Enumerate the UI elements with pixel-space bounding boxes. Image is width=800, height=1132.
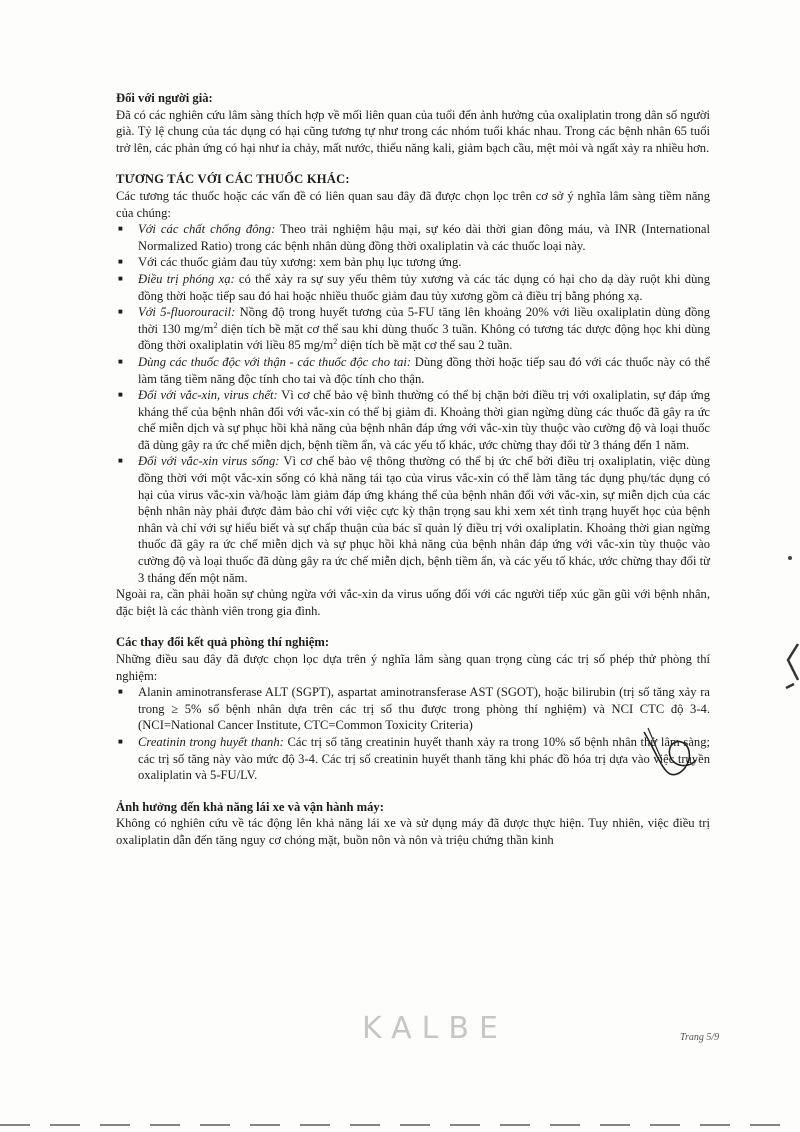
page-bottom-edge	[0, 1124, 800, 1126]
bullet-icon: ■	[118, 456, 123, 466]
interactions-heading: TƯƠNG TÁC VỚI CÁC THUỐC KHÁC:	[116, 172, 350, 187]
item-text: Vì cơ chế bảo vệ thông thường có thể bị ức chế bởi điều trị oxaliplatin, việc dùng đồng thời với một vắc-xin sống có khả năng tái tạo của virus vắc-xin có thể làm tăng tác dụng phụ/tác dụng có hại của virus vắc-xin và/hoặc làm giảm đáp ứng kháng thể của bệnh nhân đối với vắc-xin, sự miễn dịch của các bệnh nhân này phải được đảm bảo chỉ với việc cực kỳ thận trọng sau khi xem xét tình trạng huyết học của bệnh nhân và chỉ với sự hiểu biết và sự chấp thuận của bác sĩ quản lý điều trị với oxaliplatin. Khoảng thời gian ngừng thuốc đã gây ra ức chế miễn dịch và sự phục hồi khả năng của bệnh nhân đáp ứng với vắc-xin tùy thuộc vào cường độ và loại thuốc đã dùng gây ra ức chế miễn dịch, bệnh tiềm ẩn, và các yếu tố khác, ước chừng thay đổi từ 3 tháng đến một năm.	[138, 454, 710, 585]
page-number: Trang 5/9	[680, 1032, 720, 1043]
item-text: Các trị số tăng creatinin huyết thanh xảy ra trong 10% số bệnh nhân thử lâm sàng; các trị số tăng này vào mức độ 3-4. Các trị số creatinin huyết thanh tăng khi phác đồ hóa trị dựa vào việc truyền oxaliplatin và 5-FU/LV.	[138, 734, 710, 783]
interactions-closing: Ngoài ra, cần phải hoãn sự chủng ngừa với vắc-xin da virus uống đối với các người tiếp xúc gần gũi với bệnh nhân, đặc biệt là các thành viên trong gia đình.	[116, 587, 710, 618]
kalbe-watermark: KALBE	[362, 1011, 508, 1046]
scan-mark	[788, 556, 792, 560]
list-item	[116, 734, 710, 784]
bullet-icon: ■	[118, 390, 123, 400]
item-lead: Dùng các thuốc độc với thận - các thuốc độc cho tai:	[138, 354, 412, 369]
item-text: Theo trải nghiệm hậu mại, sự kéo dài thời gian đông máu, và INR (International Normalized Ratio) trong các bệnh nhân dùng đồng thời oxaliplatin và các thuốc loại này.	[138, 222, 710, 253]
item-text: Với các thuốc giảm đau tủy xương: xem bản phụ lục tương ứng.	[138, 255, 462, 270]
bullet-icon: ■	[118, 736, 123, 746]
list-item	[116, 453, 710, 586]
item-lead: Đối với vắc-xin, virus chết:	[138, 388, 278, 403]
item-text: diện tích bề mặt cơ thể sau khi dùng thuốc 3 tuần. Không có tương tác dược động học khi dùng đồng thời oxaliplatin với liều 85 mg/m	[138, 321, 710, 353]
superscript: 2	[333, 337, 338, 347]
bullet-icon: ■	[118, 356, 123, 366]
interactions-list	[116, 221, 710, 586]
item-text: diện tích bề mặt cơ thể sau 2 tuần.	[337, 338, 513, 353]
item-text: Dùng đồng thời hoặc tiếp sau đó với các thuốc này có thể làm tăng tiềm năng độc tính cho tai và độc tính cho thận.	[138, 354, 710, 386]
item-lead: Với các chất chống đông:	[138, 222, 276, 237]
list-item	[116, 354, 710, 387]
document-page	[116, 90, 710, 849]
bullet-icon: ■	[118, 224, 123, 234]
lab-list	[116, 684, 710, 784]
lab-heading: Các thay đổi kết quả phòng thí nghiệm:	[116, 635, 330, 650]
list-item	[116, 254, 710, 271]
list-item	[116, 221, 710, 254]
item-lead: Creatinin trong huyết thanh:	[138, 734, 284, 749]
list-item	[116, 304, 710, 354]
list-item	[116, 271, 710, 304]
elderly-heading: Đối với người già:	[116, 91, 213, 105]
item-text: có thể xảy ra sự suy yếu thêm tủy xương và các tác dụng có hại cho dạ dày ruột khi dùng đồng thời hoặc tiếp sau đó hai hoặc nhiều thuốc giảm đau tủy xương gồm cả điều trị bằng phóng xạ.	[138, 271, 710, 303]
list-item	[116, 387, 710, 453]
bullet-icon: ■	[118, 687, 123, 697]
item-text: Nồng độ trong huyết tương của 5-FU tăng lên khoảng 20% với liều oxaliplatin dùng đồng thời 130 mg/m	[138, 305, 710, 336]
elderly-text: Đã có các nghiên cứu lâm sàng thích hợp về mối liên quan của tuổi đến ảnh hưởng của oxaliplatin trong dân số người già. Tỷ lệ chung của tác dụng có hại cũng tương tự như trong các nhóm tuổi khác nhau. Trong các bệnh nhân 65 tuổi trở lên, các phản ứng có hại như ỉa chảy, mất nước, thiểu năng kali, giảm bạch cầu, mệt mỏi và ngất xảy ra nhiều hơn.	[116, 107, 710, 155]
bullet-icon: ■	[118, 257, 123, 267]
item-text: Alanin aminotransferase ALT (SGPT), aspartat aminotransferase AST (SGOT), hoặc bilirubin (trị số tăng xảy ra trong ≥ 5% số bệnh nhân dựa trên các trị số thu được trong phòng thí nghiệm) và NCI CTC độ 3-4. (NCI=National Cancer Institute, CTC=Common Toxicity Criteria)	[138, 685, 710, 733]
interactions-intro: Các tương tác thuốc hoặc các vấn đề có liên quan sau đây đã được chọn lọc trên cơ sở ý nghĩa lâm sàng tiềm năng của chúng:	[116, 188, 710, 220]
bullet-icon: ■	[118, 273, 123, 283]
item-lead: Với 5-fluorouracil:	[138, 305, 236, 320]
bullet-icon: ■	[118, 307, 123, 317]
driving-text: Không có nghiên cứu về tác động lên khả năng lái xe và sử dụng máy đã được thực hiện. Tuy nhiên, việc điều trị oxaliplatin dẫn đến tăng nguy cơ chóng mặt, buồn nôn và nôn và triệu chứng thần kinh	[116, 816, 710, 847]
lab-intro: Những điều sau đây đã được chọn lọc dựa trên ý nghĩa lâm sàng quan trọng cùng các trị số phép thử phòng thí nghiệm:	[116, 652, 710, 683]
driving-heading: Ảnh hưởng đến khả năng lái xe và vận hành máy:	[116, 799, 384, 814]
item-lead: Đối với vắc-xin virus sống:	[138, 454, 280, 469]
list-item	[116, 684, 710, 734]
scan-edge-mark	[784, 640, 800, 690]
superscript: 2	[213, 320, 218, 330]
signature-mark	[636, 722, 700, 778]
item-text: Vì cơ chế bảo vệ bình thường có thể bị chặn bởi điều trị với oxaliplatin, sự đáp ứng kháng thể của bệnh nhân đối với vắc-xin có thể bị giảm đi. Khoảng thời gian ngừng dùng các thuốc đã gây ra ức chế miễn dịch và sự phục hồi khả năng của bệnh nhân đáp ứng với vắc-xin tùy thuộc vào cường độ và loại thuốc đã dùng gây ra ức chế miễn dịch, bệnh tiềm ẩn, và các yếu tố khác, ước chừng thay đổi từ 3 tháng đến 1 năm.	[138, 388, 711, 452]
item-lead: Điều trị phóng xạ:	[138, 271, 235, 286]
